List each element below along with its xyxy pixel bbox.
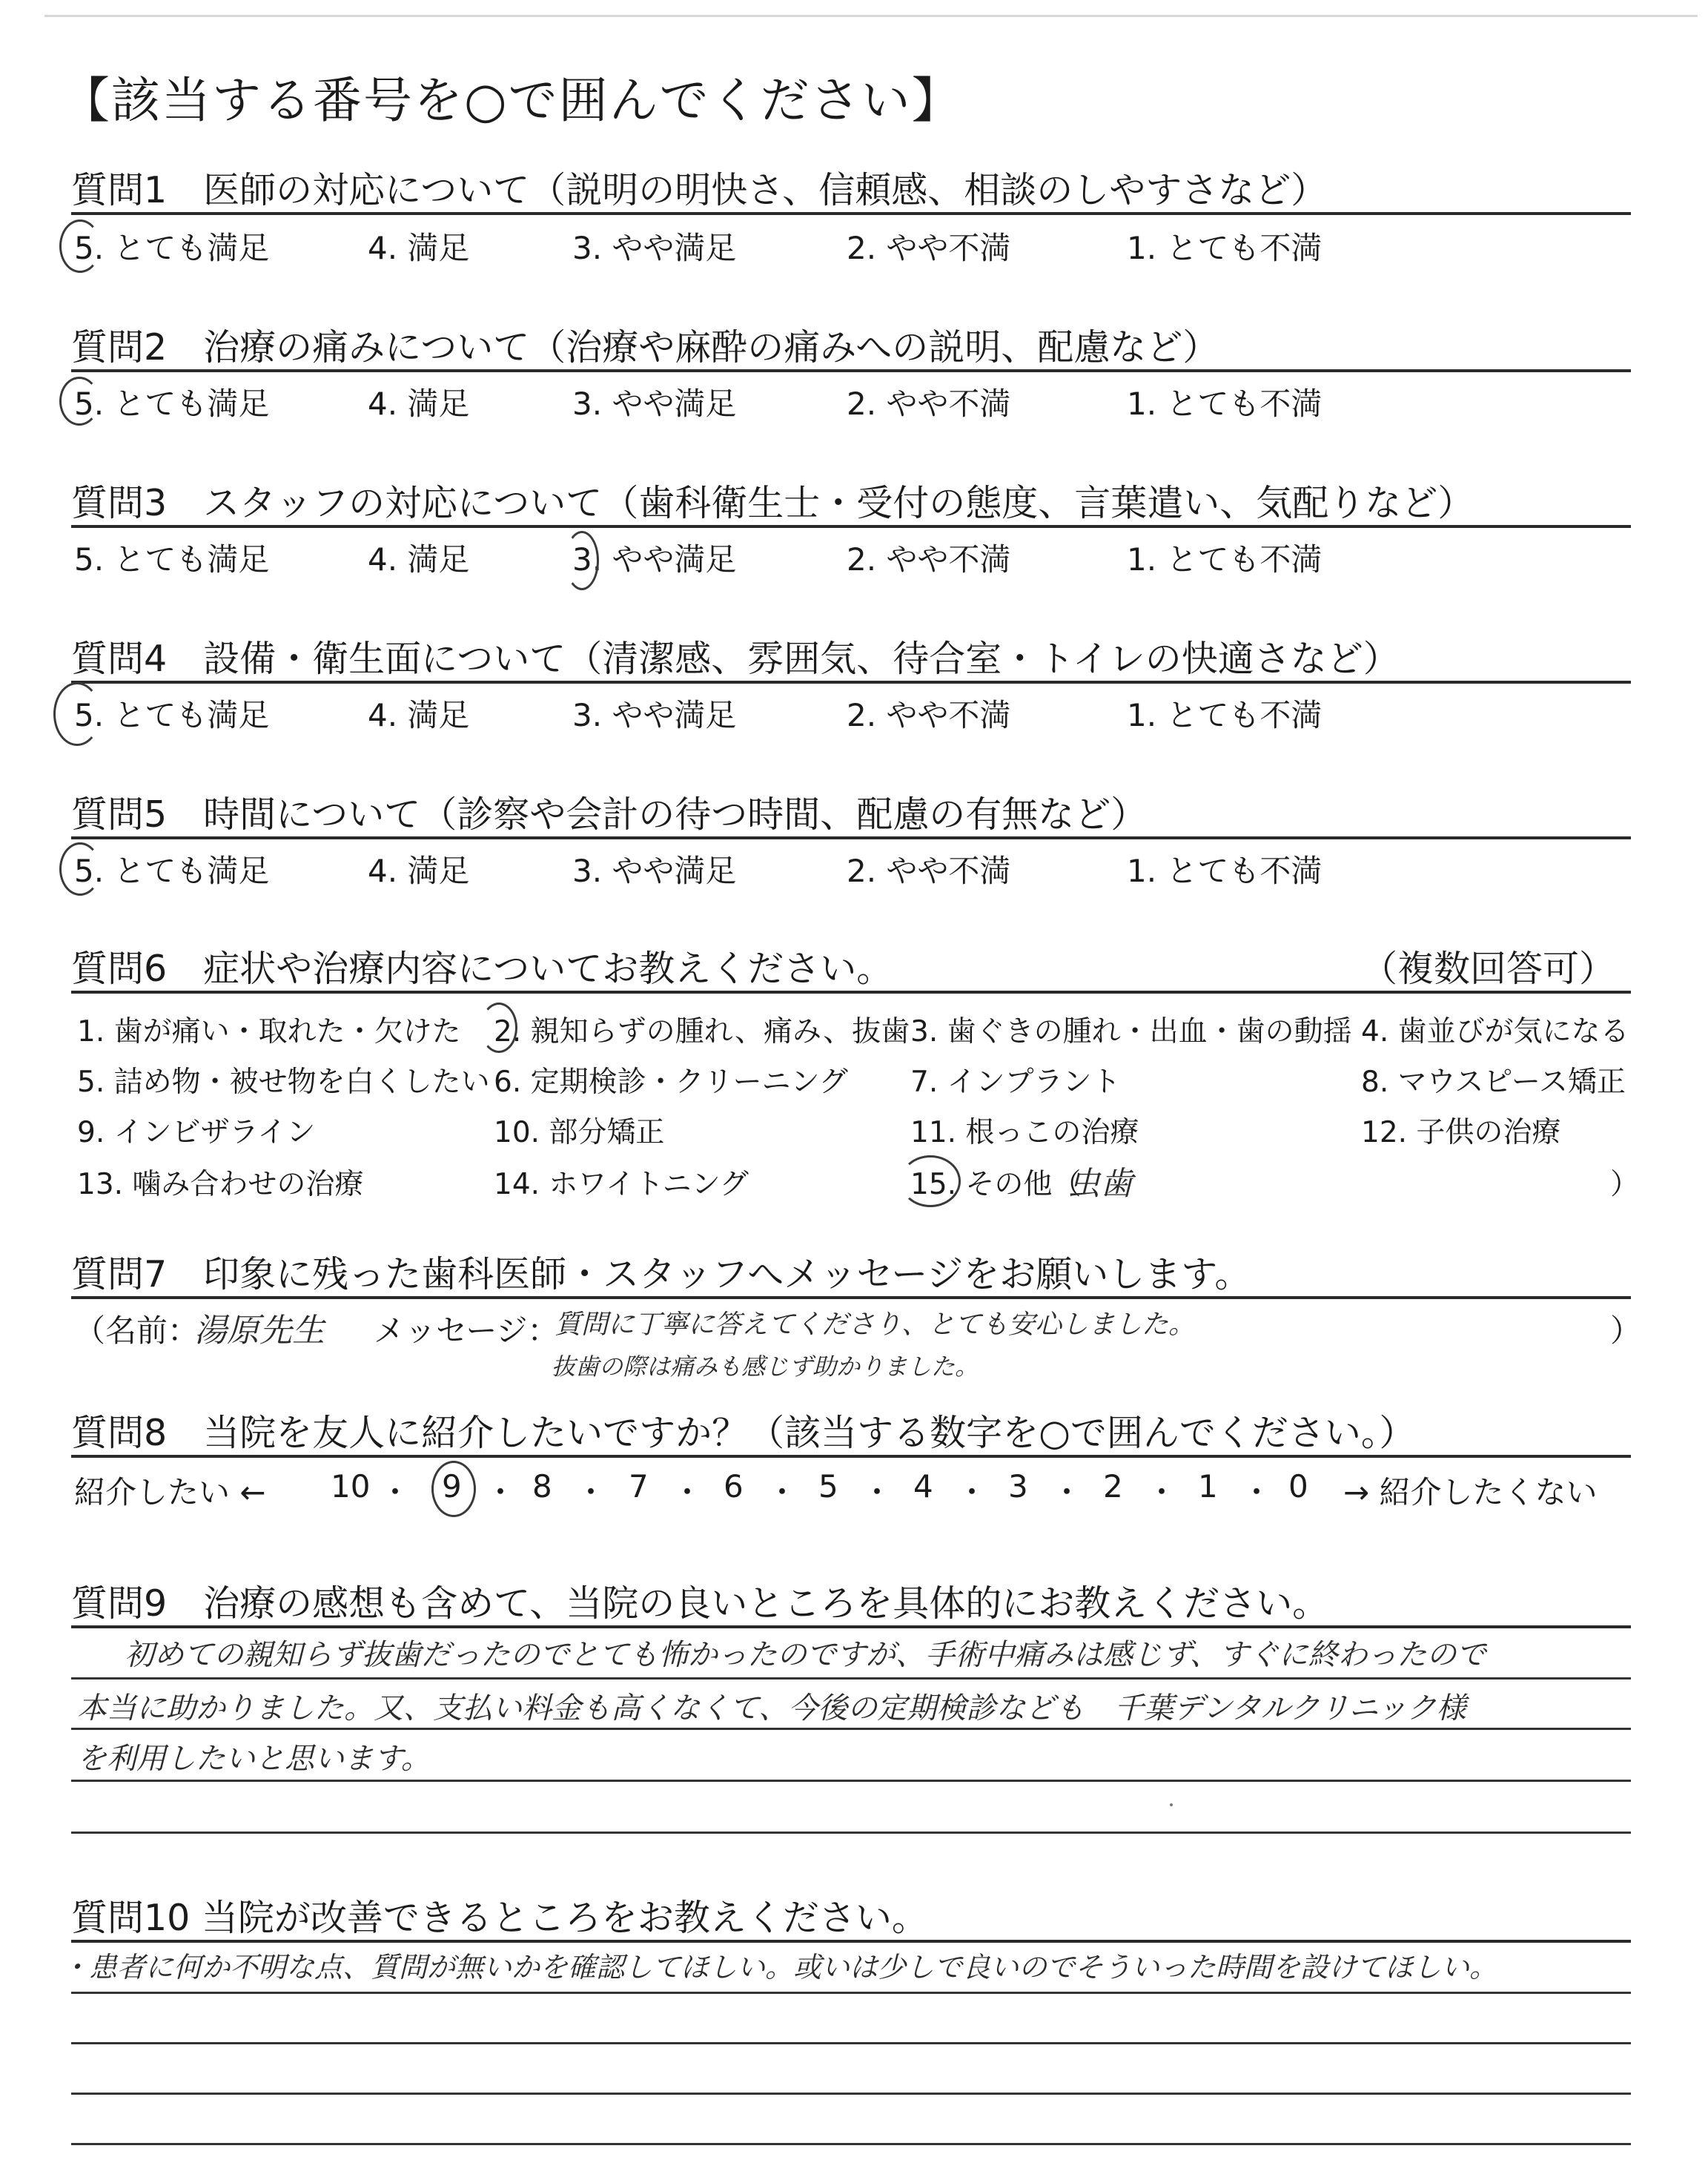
q1-selection-circle (59, 219, 101, 273)
q5-option-1[interactable]: 1. とても不満 (1127, 853, 1323, 889)
q6-item-15[interactable]: 15. その他（ (910, 1168, 1082, 1201)
q9-answer-line-2: 本当に助かりました。又、支払い料金も高くなくて、今後の定期検診なども 千葉デンタルクリニック様 (77, 1691, 1466, 1725)
q3-selection-circle (565, 531, 599, 590)
q8-rule (71, 1455, 1631, 1458)
q8-right-label: → 紹介したくない (1343, 1474, 1598, 1510)
q1-option-3[interactable]: 3. やや満足 (572, 230, 737, 266)
q2-option-5[interactable]: 5. とても満足 (74, 386, 270, 422)
q2-rule (71, 369, 1631, 372)
q5-option-2[interactable]: 2. やや不満 (847, 853, 1011, 889)
q5-option-3[interactable]: 3. やや満足 (572, 853, 737, 889)
q10-line-4 (71, 2143, 1631, 2145)
q9-line-4 (71, 1832, 1631, 1834)
q8-scale-separator: ・ (767, 1474, 798, 1510)
q4-option-4[interactable]: 4. 満足 (368, 697, 470, 733)
q3-option-5[interactable]: 5. とても満足 (74, 541, 270, 578)
q7-name-handwritten: 湯原先生 (194, 1312, 325, 1350)
q4-option-5[interactable]: 5. とても満足 (74, 697, 270, 733)
q6-rule (71, 991, 1631, 994)
q6-item-13[interactable]: 13. 噛み合わせの治療 (77, 1168, 364, 1201)
q4-option-1[interactable]: 1. とても不満 (1127, 697, 1323, 733)
q6-item-11[interactable]: 11. 根っこの治療 (910, 1116, 1139, 1149)
q1-option-5[interactable]: 5. とても満足 (74, 230, 270, 266)
q10-line-1 (71, 1992, 1631, 1994)
q8-scale-separator: ・ (1241, 1474, 1273, 1510)
q8-scale-2[interactable]: 2 (1103, 1468, 1123, 1505)
q6-item-15-close: ） (1610, 1168, 1640, 1201)
q1-heading: 質問1 医師の対応について（説明の明快さ、信頼感、相談のしやすさなど） (71, 169, 1328, 211)
q4-option-3[interactable]: 3. やや満足 (572, 697, 737, 733)
q8-scale-5[interactable]: 5 (818, 1468, 838, 1505)
q9-answer-line-3: を利用したいと思います。 (77, 1742, 431, 1776)
q8-left-label: 紹介したい ← (74, 1474, 266, 1510)
q2-heading: 質問2 治療の痛みについて（治療や麻酔の痛みへの説明、配慮など） (71, 326, 1219, 369)
q7-close-paren: ） (1610, 1312, 1642, 1349)
q3-option-3[interactable]: 3. やや満足 (572, 541, 737, 578)
q10-rule (71, 1940, 1631, 1943)
q6-item-15-circle (900, 1155, 961, 1207)
q8-scale-separator: ・ (956, 1474, 988, 1510)
q8-scale-4[interactable]: 4 (913, 1468, 933, 1505)
q3-heading: 質問3 スタッフの対応について（歯科衛生士・受付の態度、言葉遣い、気配りなど） (71, 482, 1474, 524)
q4-rule (71, 681, 1631, 684)
q1-option-1[interactable]: 1. とても不満 (1127, 230, 1323, 266)
q6-item-5[interactable]: 5. 詰め物・被せ物を白くしたい (77, 1066, 490, 1099)
q5-option-5[interactable]: 5. とても満足 (74, 853, 270, 889)
q10-line-3 (71, 2093, 1631, 2095)
q6-item-1[interactable]: 1. 歯が痛い・取れた・欠けた (77, 1015, 461, 1048)
q8-scale-1[interactable]: 1 (1198, 1468, 1218, 1505)
q5-heading: 質問5 時間について（診察や会計の待つ時間、配慮の有無など） (71, 793, 1148, 836)
q3-rule (71, 525, 1631, 528)
q8-scale-10[interactable]: 10 (331, 1468, 371, 1505)
q9-line-3 (71, 1780, 1631, 1782)
q6-item-2[interactable]: 2. 親知らずの腫れ、痛み、抜歯 (494, 1015, 910, 1048)
q1-rule (71, 212, 1631, 215)
q1-option-4[interactable]: 4. 満足 (368, 230, 470, 266)
q2-option-1[interactable]: 1. とても不満 (1127, 386, 1323, 422)
q6-item-2-circle (480, 1003, 517, 1053)
q8-scale-separator: ・ (380, 1474, 411, 1510)
q6-item-14[interactable]: 14. ホワイトニング (494, 1168, 749, 1201)
q10-answer-line-1: ・患者に何か不明な点、質問が無いかを確認してほしい。或いは少しで良いのでそういった時間を設けてほしい。 (61, 1951, 1498, 1984)
q6-item-8[interactable]: 8. マウスピース矯正 (1361, 1066, 1626, 1099)
q7-name-label: （名前： (74, 1312, 199, 1349)
q8-scale-separator: ・ (861, 1474, 893, 1510)
q3-option-4[interactable]: 4. 満足 (368, 541, 470, 578)
q3-option-2[interactable]: 2. やや不満 (847, 541, 1011, 578)
top-edge-line (44, 15, 1698, 17)
q5-option-4[interactable]: 4. 満足 (368, 853, 470, 889)
q4-selection-circle (53, 682, 101, 746)
q4-heading: 質問4 設備・衛生面について（清潔感、雰囲気、待合室・トイレの快適さなど） (71, 638, 1400, 680)
q9-line-2 (71, 1728, 1631, 1730)
q10-line-2 (71, 2042, 1631, 2044)
q6-item-3[interactable]: 3. 歯ぐきの腫れ・出血・歯の動揺 (910, 1015, 1352, 1048)
q9-rule (71, 1625, 1631, 1628)
q8-scale-0[interactable]: 0 (1288, 1468, 1308, 1505)
q7-heading: 質問7 印象に残った歯科医師・スタッフへメッセージをお願いします。 (71, 1253, 1251, 1295)
q8-selection-circle (431, 1461, 476, 1517)
q2-selection-circle (59, 377, 99, 426)
q6-item-4[interactable]: 4. 歯並びが気になる (1361, 1015, 1629, 1048)
q8-scale-7[interactable]: 7 (629, 1468, 649, 1505)
q2-option-2[interactable]: 2. やや不満 (847, 386, 1011, 422)
q8-scale-3[interactable]: 3 (1008, 1468, 1028, 1505)
q1-option-2[interactable]: 2. やや不満 (847, 230, 1011, 266)
q9-line-1 (71, 1677, 1631, 1680)
q6-item-6[interactable]: 6. 定期検診・クリーニング (494, 1066, 848, 1099)
q2-option-3[interactable]: 3. やや満足 (572, 386, 737, 422)
q9-answer-line-1: 初めての親知らず抜歯だったのでとても怖かったのですが、手術中痛みは感じず、すぐに終わったので (125, 1638, 1486, 1672)
q6-multiple-note: （複数回答可） (1361, 948, 1616, 990)
q8-scale-separator: ・ (672, 1474, 704, 1510)
q3-option-1[interactable]: 1. とても不満 (1127, 541, 1323, 578)
q8-scale-separator: ・ (575, 1474, 607, 1510)
q6-item-10[interactable]: 10. 部分矯正 (494, 1116, 665, 1149)
q8-scale-separator: ・ (1146, 1474, 1178, 1510)
q7-rule (71, 1296, 1631, 1299)
q8-scale-separator: ・ (485, 1474, 517, 1510)
q6-item-12[interactable]: 12. 子供の治療 (1361, 1116, 1561, 1149)
scan-speck (1170, 1803, 1173, 1806)
q6-other-handwritten: 虫歯 (1068, 1165, 1133, 1203)
q8-scale-9[interactable]: 9 (442, 1468, 462, 1505)
q2-option-4[interactable]: 4. 満足 (368, 386, 470, 422)
q4-option-2[interactable]: 2. やや不満 (847, 697, 1011, 733)
q6-item-9[interactable]: 9. インビザライン (77, 1116, 316, 1149)
q6-item-7[interactable]: 7. インプラント (910, 1066, 1121, 1099)
q8-scale-6[interactable]: 6 (724, 1468, 744, 1505)
q5-rule (71, 836, 1631, 839)
q7-message-line-1: 質問に丁寧に答えてくださり、とても安心しました。 (555, 1309, 1196, 1340)
q8-scale-8[interactable]: 8 (532, 1468, 552, 1505)
q8-scale-separator: ・ (1051, 1474, 1083, 1510)
q10-heading: 質問10 当院が改善できるところをお教えください。 (71, 1897, 928, 1939)
q6-heading: 質問6 症状や治療内容についてお教えください。 (71, 948, 893, 990)
q9-heading: 質問9 治療の感想も含めて、当院の良いところを具体的にお教えください。 (71, 1582, 1329, 1625)
q7-message-label: メッセージ： (374, 1312, 559, 1349)
q7-message-line-2: 抜歯の際は痛みも感じず助かりました。 (552, 1353, 979, 1381)
q8-heading: 質問8 当院を友人に紹介したいですか？（該当する数字を○で囲んでください。） (71, 1412, 1416, 1454)
form-title: 【該当する番号を○で囲んでください】 (61, 72, 962, 129)
q5-selection-circle (59, 842, 101, 896)
